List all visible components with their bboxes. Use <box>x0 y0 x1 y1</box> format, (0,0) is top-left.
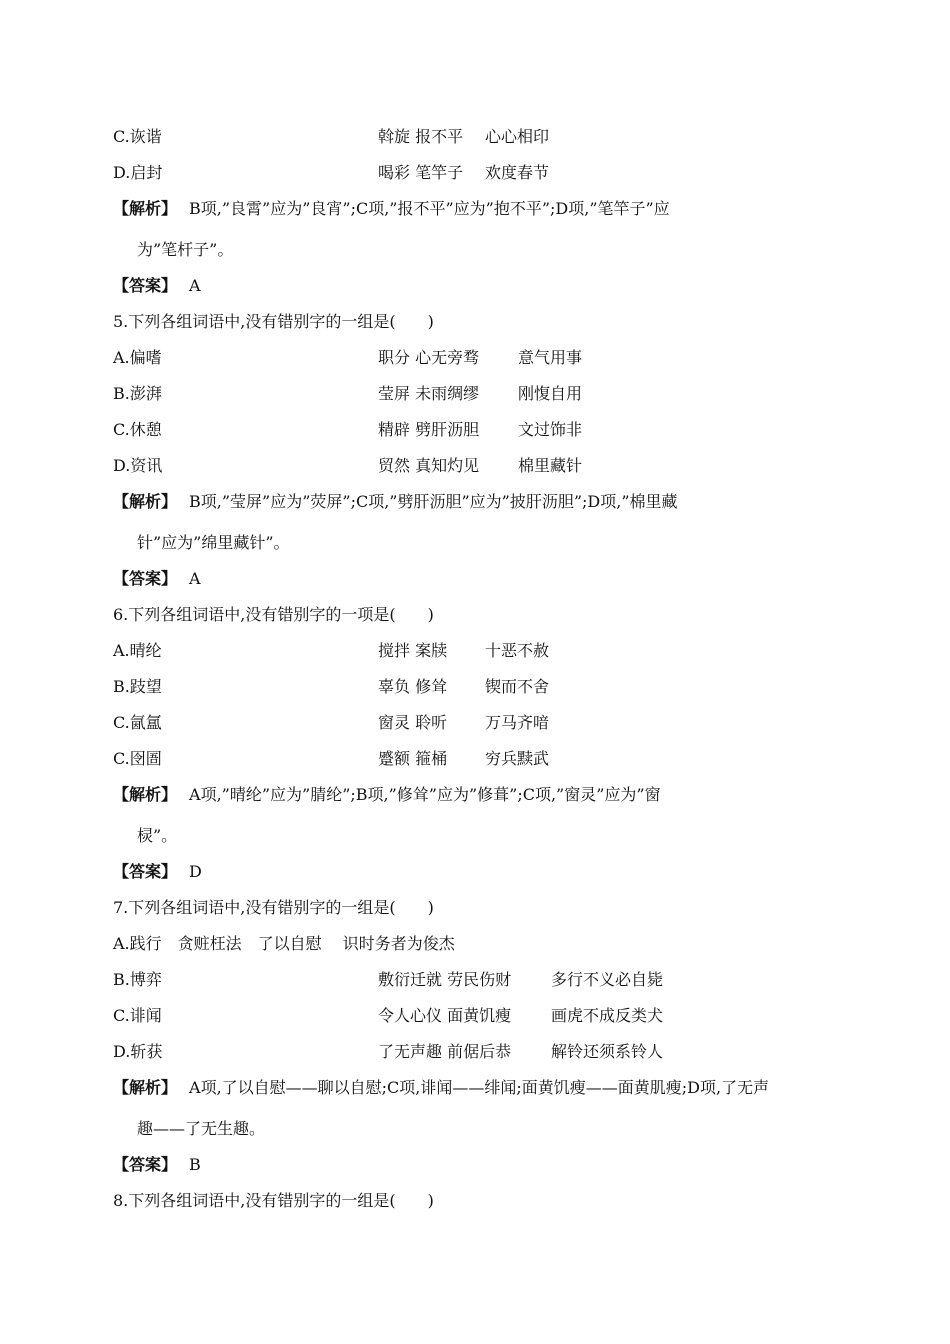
question-stem: 6.下列各组词语中,没有错别字的一项是( ) <box>113 605 434 624</box>
question-stem: 7.下列各组词语中,没有错别字的一组是( ) <box>113 898 434 917</box>
option-idiom: 解铃还须系铃人 <box>551 1042 664 1061</box>
option-d <box>113 1042 664 1062</box>
option-words: 辜负 修耸 <box>378 677 448 696</box>
analysis-tag: 【解析】 <box>113 199 178 218</box>
answer-tag: 【答案】 <box>113 276 178 295</box>
analysis-text: A项,”晴纶”应为”腈纶”;B项,”修耸”应为”修葺”;C项,”窗灵”应为”窗 <box>189 785 661 804</box>
answer-value: A <box>189 569 201 588</box>
option-d <box>113 749 550 769</box>
option-label: D.斩获 <box>113 1042 163 1061</box>
option-label: B.澎湃 <box>113 384 162 403</box>
answer <box>113 276 201 296</box>
analysis-text: B项,”莹屏”应为”荧屏”;C项,”劈肝沥胆”应为”披肝沥胆”;D项,”棉里藏 <box>189 492 678 511</box>
option-a <box>113 348 583 368</box>
option-a: A.践行 贪赃枉法 了以自慰 识时务者为俊杰 <box>113 934 455 953</box>
analysis <box>113 199 670 219</box>
option-words: 令人心仪 面黄饥瘦 <box>378 1006 512 1025</box>
analysis-tag: 【解析】 <box>113 785 178 804</box>
analysis-text: B项,”良霄”应为”良宵”;C项,”报不平”应为”抱不平”;D项,”笔竿子”应 <box>189 199 670 218</box>
option-c <box>113 713 550 733</box>
option-b <box>113 677 550 697</box>
analysis <box>113 785 661 805</box>
option-idiom: 万马齐喑 <box>485 713 550 732</box>
option-label: C.诽闻 <box>113 1006 162 1025</box>
answer-value: A <box>189 276 201 295</box>
question-stem: 5.下列各组词语中,没有错别字的一组是( ) <box>113 312 434 331</box>
option-idiom: 欢度春节 <box>485 163 550 182</box>
question-stem: 8.下列各组词语中,没有错别字的一组是( ) <box>113 1191 434 1210</box>
option-idiom: 棉里藏针 <box>518 456 583 475</box>
option-b <box>113 384 583 404</box>
option-words: 敷衍迁就 劳民伤财 <box>378 970 512 989</box>
answer-tag: 【答案】 <box>113 569 178 588</box>
option-words: 莹屏 未雨绸缪 <box>378 384 480 403</box>
option-words: 搅拌 案牍 <box>378 641 448 660</box>
analysis <box>113 1078 769 1098</box>
analysis-continuation: 趣——了无生趣。 <box>137 1119 266 1138</box>
analysis-tag: 【解析】 <box>113 492 178 511</box>
analysis-continuation: 针”应为”绵里藏针”。 <box>137 533 290 552</box>
option-b <box>113 970 664 990</box>
option-label: D.启封 <box>113 163 163 182</box>
option-words: 精辟 劈肝沥胆 <box>378 420 480 439</box>
option-a <box>113 641 550 661</box>
answer <box>113 1155 201 1175</box>
analysis-continuation: 棂”。 <box>137 826 178 845</box>
option-words: 喝彩 笔竿子 <box>378 163 464 182</box>
answer-tag: 【答案】 <box>113 1155 178 1174</box>
option-words: 贸然 真知灼见 <box>378 456 480 475</box>
option-idiom: 意气用事 <box>518 348 583 367</box>
answer <box>113 569 201 589</box>
option-idiom: 十恶不赦 <box>485 641 550 660</box>
option-label: B.跂望 <box>113 677 162 696</box>
option-idiom: 文过饰非 <box>518 420 583 439</box>
option-d <box>113 456 583 476</box>
option-label: C.休憩 <box>113 420 162 439</box>
answer-value: B <box>189 1155 201 1174</box>
option-c <box>113 420 583 440</box>
option-label: C.诙谐 <box>113 127 162 146</box>
option-words: 了无声趣 前倨后恭 <box>378 1042 512 1061</box>
analysis <box>113 492 678 512</box>
option-label: A.偏嗜 <box>113 348 162 367</box>
option-idiom: 心心相印 <box>485 127 550 146</box>
option-c <box>113 127 550 147</box>
analysis-continuation: 为”笔杆子”。 <box>137 240 234 259</box>
answer-tag: 【答案】 <box>113 862 178 881</box>
analysis-text: A项,了以自慰——聊以自慰;C项,诽闻——绯闻;面黄饥瘦——面黄肌瘦;D项,了无声 <box>189 1078 770 1097</box>
option-idiom: 画虎不成反类犬 <box>551 1006 664 1025</box>
analysis-tag: 【解析】 <box>113 1078 178 1097</box>
option-words: 斡旋 报不平 <box>378 127 464 146</box>
option-words: 职分 心无旁骛 <box>378 348 480 367</box>
option-c <box>113 1006 664 1026</box>
option-label: D.资讯 <box>113 456 163 475</box>
option-d <box>113 163 550 183</box>
option-idiom: 刚愎自用 <box>518 384 583 403</box>
option-words: 蹙额 箍桶 <box>378 749 448 768</box>
option-label: C.囹圄 <box>113 749 162 768</box>
option-words: 窗灵 聆听 <box>378 713 448 732</box>
answer <box>113 862 202 882</box>
option-label: A.晴纶 <box>113 641 162 660</box>
option-idiom: 多行不义必自毙 <box>551 970 664 989</box>
option-label: C.氤氲 <box>113 713 162 732</box>
option-label: B.博弈 <box>113 970 162 989</box>
option-idiom: 穷兵黩武 <box>485 749 550 768</box>
option-idiom: 锲而不舍 <box>485 677 550 696</box>
answer-value: D <box>189 862 202 881</box>
